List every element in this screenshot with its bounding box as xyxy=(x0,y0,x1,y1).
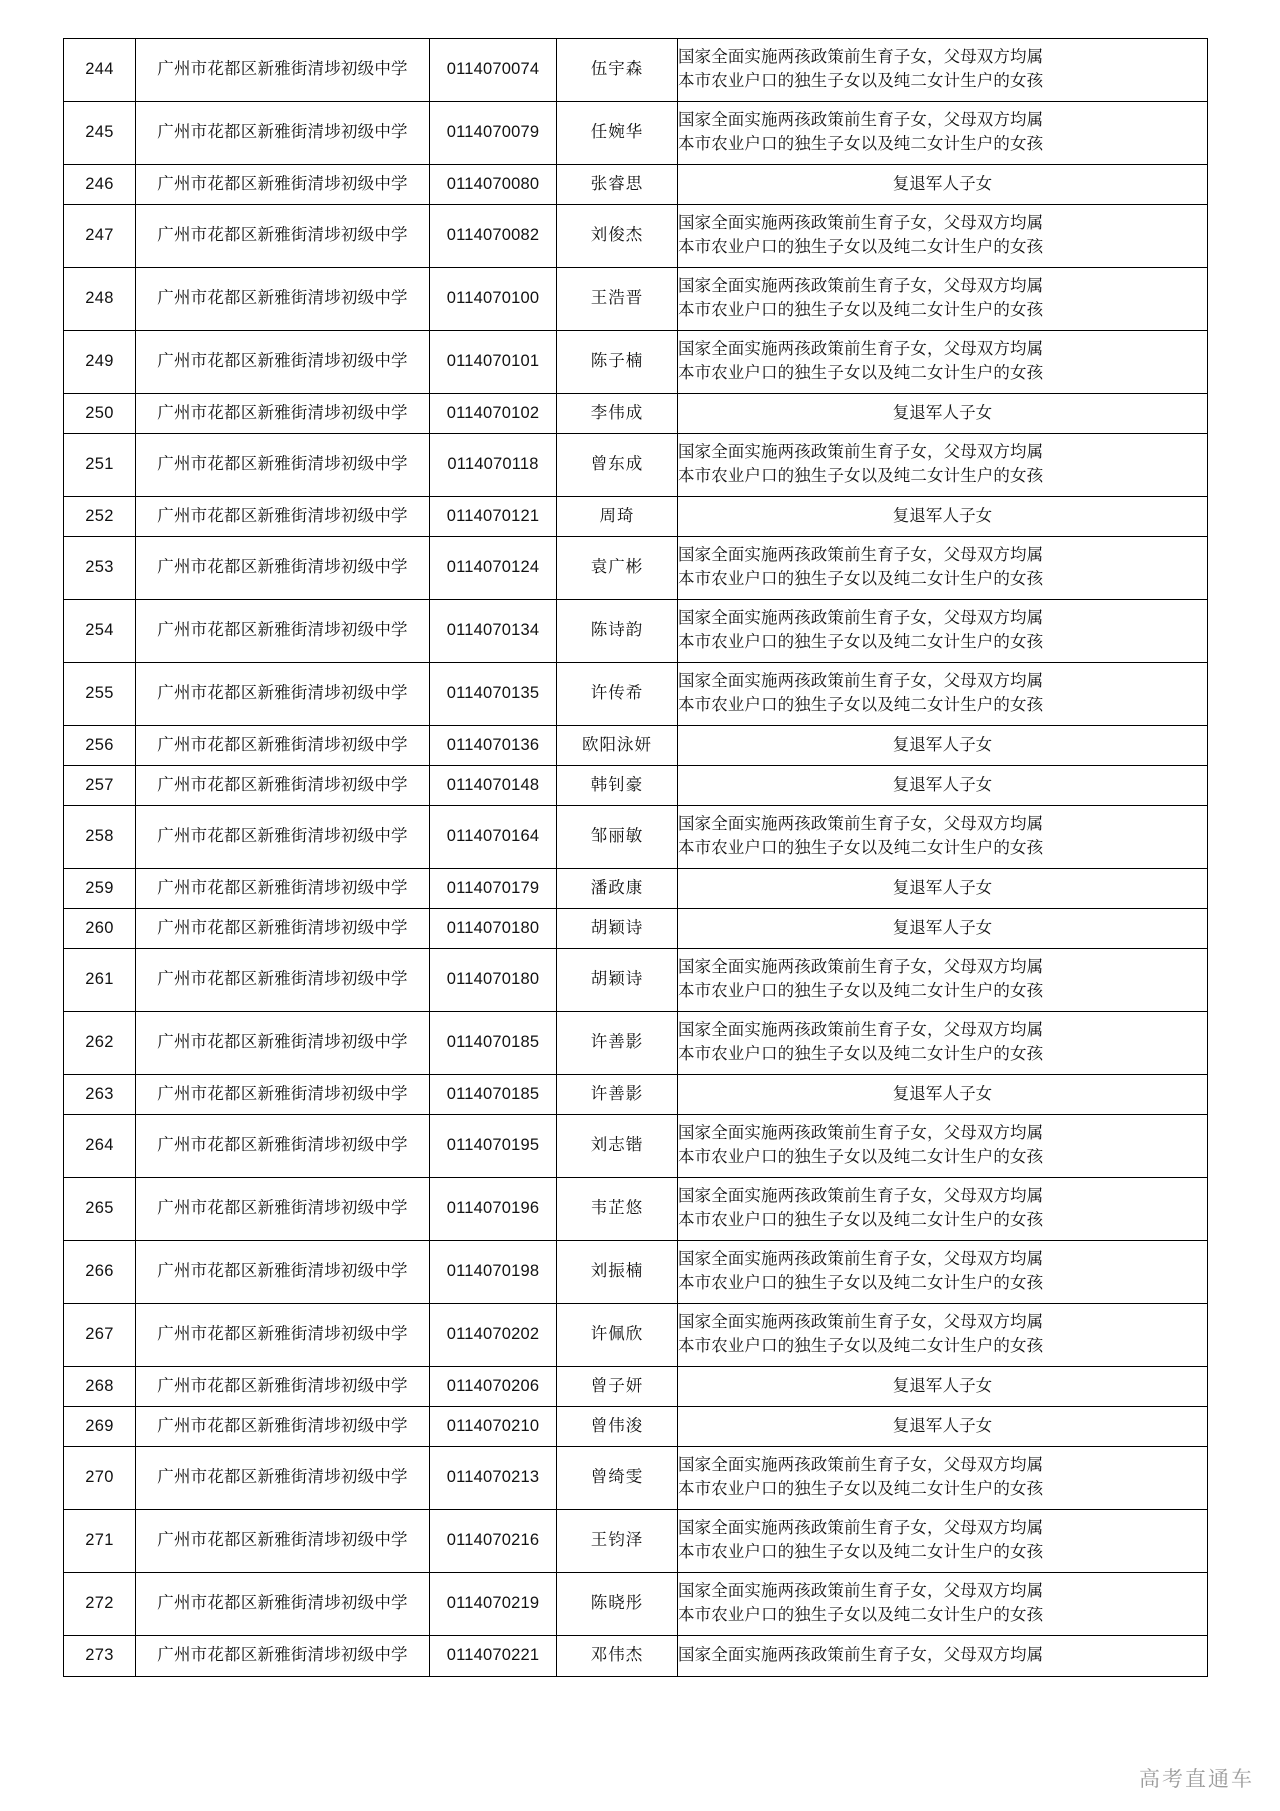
policy-line-2: 本市农业户口的独生子女以及纯二女计生户的女孩 xyxy=(678,301,1044,319)
row-index-cell: 261 xyxy=(64,949,136,1012)
policy-reason-cell xyxy=(678,1447,1208,1510)
row-index-cell: 259 xyxy=(64,869,136,909)
student-code-cell: 0114070185 xyxy=(430,1075,557,1115)
table-row xyxy=(64,102,1208,165)
school-name-cell: 广州市花都区新雅街清埗初级中学 xyxy=(136,268,430,331)
policy-line-2: 本市农业户口的独生子女以及纯二女计生户的女孩 xyxy=(678,1274,1044,1292)
policy-line-1: 国家全面实施两孩政策前生育子女，父母双方均属 xyxy=(678,1187,1044,1206)
student-code-cell: 0114070221 xyxy=(430,1636,557,1677)
row-index-cell: 256 xyxy=(64,726,136,766)
policy-reason-cell xyxy=(678,497,1208,537)
school-name-cell: 广州市花都区新雅街清埗初级中学 xyxy=(136,600,430,663)
school-name-cell: 广州市花都区新雅街清埗初级中学 xyxy=(136,766,430,806)
student-code-cell: 0114070118 xyxy=(430,434,557,497)
policy-reason-cell xyxy=(678,1304,1208,1367)
school-name-cell: 广州市花都区新雅街清埗初级中学 xyxy=(136,909,430,949)
student-name-cell: 欧阳泳妍 xyxy=(557,726,678,766)
school-name-cell: 广州市花都区新雅街清埗初级中学 xyxy=(136,434,430,497)
table-row xyxy=(64,869,1208,909)
school-name-cell: 广州市花都区新雅街清埗初级中学 xyxy=(136,497,430,537)
policy-line-2: 本市农业户口的独生子女以及纯二女计生户的女孩 xyxy=(678,135,1044,153)
policy-line-2: 本市农业户口的独生子女以及纯二女计生户的女孩 xyxy=(678,1337,1044,1355)
student-code-cell: 0114070179 xyxy=(430,869,557,909)
policy-reason-cell xyxy=(678,1636,1208,1677)
student-name-cell: 曾东成 xyxy=(557,434,678,497)
policy-reason-cell xyxy=(678,1115,1208,1178)
table-row xyxy=(64,1115,1208,1178)
policy-line-1: 国家全面实施两孩政策前生育子女，父母双方均属 xyxy=(678,958,1044,977)
school-name-cell: 广州市花都区新雅街清埗初级中学 xyxy=(136,1407,430,1447)
school-name-cell: 广州市花都区新雅街清埗初级中学 xyxy=(136,1304,430,1367)
policy-reason-cell xyxy=(678,1012,1208,1075)
policy-line-1: 国家全面实施两孩政策前生育子女，父母双方均属 xyxy=(678,1124,1044,1143)
table-row xyxy=(64,268,1208,331)
policy-reason-cell xyxy=(678,1367,1208,1407)
policy-veteran-text: 复退军人子女 xyxy=(892,1084,993,1103)
policy-reason-cell xyxy=(678,394,1208,434)
student-name-cell: 李伟成 xyxy=(557,394,678,434)
school-name-cell: 广州市花都区新雅街清埗初级中学 xyxy=(136,1241,430,1304)
row-index-cell: 251 xyxy=(64,434,136,497)
student-name-cell: 胡颖诗 xyxy=(557,949,678,1012)
school-name-cell: 广州市花都区新雅街清埗初级中学 xyxy=(136,1075,430,1115)
school-name-cell: 广州市花都区新雅街清埗初级中学 xyxy=(136,1447,430,1510)
row-index-cell: 249 xyxy=(64,331,136,394)
table-row xyxy=(64,1178,1208,1241)
row-index-cell: 265 xyxy=(64,1178,136,1241)
watermark: 高考直通车 xyxy=(1139,1768,1254,1791)
policy-veteran-text: 复退军人子女 xyxy=(892,735,993,754)
student-code-cell: 0114070180 xyxy=(430,909,557,949)
row-index-cell: 266 xyxy=(64,1241,136,1304)
school-name-cell: 广州市花都区新雅街清埗初级中学 xyxy=(136,39,430,102)
row-index-cell: 247 xyxy=(64,205,136,268)
policy-line-2: 本市农业户口的独生子女以及纯二女计生户的女孩 xyxy=(678,364,1044,382)
school-name-cell: 广州市花都区新雅街清埗初级中学 xyxy=(136,1510,430,1573)
table-row xyxy=(64,1075,1208,1115)
student-name-cell: 陈子楠 xyxy=(557,331,678,394)
row-index-cell: 257 xyxy=(64,766,136,806)
student-name-cell: 陈晓彤 xyxy=(557,1573,678,1636)
policy-reason-cell xyxy=(678,600,1208,663)
policy-line-1: 国家全面实施两孩政策前生育子女，父母双方均属 xyxy=(678,1021,1044,1040)
policy-line-1: 国家全面实施两孩政策前生育子女，父母双方均属 xyxy=(678,1250,1044,1269)
student-name-cell: 许善影 xyxy=(557,1075,678,1115)
policy-reason-cell xyxy=(678,1241,1208,1304)
student-code-cell: 0114070102 xyxy=(430,394,557,434)
policy-reason-cell xyxy=(678,434,1208,497)
table-row xyxy=(64,909,1208,949)
student-code-cell: 0114070148 xyxy=(430,766,557,806)
policy-reason-cell xyxy=(678,1178,1208,1241)
policy-line-2: 本市农业户口的独生子女以及纯二女计生户的女孩 xyxy=(678,1480,1044,1498)
school-name-cell: 广州市花都区新雅街清埗初级中学 xyxy=(136,165,430,205)
policy-line-1: 国家全面实施两孩政策前生育子女，父母双方均属 xyxy=(678,1646,1044,1665)
student-code-cell: 0114070082 xyxy=(430,205,557,268)
policy-reason-cell xyxy=(678,331,1208,394)
policy-line-1: 国家全面实施两孩政策前生育子女，父母双方均属 xyxy=(678,111,1044,130)
policy-line-1: 国家全面实施两孩政策前生育子女，父母双方均属 xyxy=(678,1456,1044,1475)
table-row xyxy=(64,600,1208,663)
policy-veteran-text: 复退军人子女 xyxy=(892,918,993,937)
student-code-cell: 0114070185 xyxy=(430,1012,557,1075)
policy-reason-cell xyxy=(678,205,1208,268)
school-name-cell: 广州市花都区新雅街清埗初级中学 xyxy=(136,949,430,1012)
student-code-cell: 0114070219 xyxy=(430,1573,557,1636)
school-name-cell: 广州市花都区新雅街清埗初级中学 xyxy=(136,205,430,268)
row-index-cell: 262 xyxy=(64,1012,136,1075)
school-name-cell: 广州市花都区新雅街清埗初级中学 xyxy=(136,1367,430,1407)
school-name-cell: 广州市花都区新雅街清埗初级中学 xyxy=(136,1012,430,1075)
policy-line-2: 本市农业户口的独生子女以及纯二女计生户的女孩 xyxy=(678,1045,1044,1063)
school-name-cell: 广州市花都区新雅街清埗初级中学 xyxy=(136,1573,430,1636)
policy-reason-cell xyxy=(678,766,1208,806)
school-name-cell: 广州市花都区新雅街清埗初级中学 xyxy=(136,102,430,165)
school-name-cell: 广州市花都区新雅街清埗初级中学 xyxy=(136,1636,430,1677)
table-row xyxy=(64,331,1208,394)
student-name-cell: 刘志锴 xyxy=(557,1115,678,1178)
policy-reason-cell xyxy=(678,1510,1208,1573)
student-name-cell: 张睿思 xyxy=(557,165,678,205)
policy-line-2: 本市农业户口的独生子女以及纯二女计生户的女孩 xyxy=(678,238,1044,256)
student-code-cell: 0114070080 xyxy=(430,165,557,205)
policy-line-1: 国家全面实施两孩政策前生育子女，父母双方均属 xyxy=(678,672,1044,691)
student-code-cell: 0114070213 xyxy=(430,1447,557,1510)
student-name-cell: 曾子妍 xyxy=(557,1367,678,1407)
student-code-cell: 0114070216 xyxy=(430,1510,557,1573)
student-name-cell: 曾绮雯 xyxy=(557,1447,678,1510)
student-name-cell: 陈诗韵 xyxy=(557,600,678,663)
student-name-cell: 胡颖诗 xyxy=(557,909,678,949)
policy-veteran-text: 复退军人子女 xyxy=(892,775,993,794)
student-code-cell: 0114070074 xyxy=(430,39,557,102)
policy-line-2: 本市农业户口的独生子女以及纯二女计生户的女孩 xyxy=(678,72,1044,90)
policy-line-2: 本市农业户口的独生子女以及纯二女计生户的女孩 xyxy=(678,633,1044,651)
policy-reason-cell xyxy=(678,909,1208,949)
policy-line-1: 国家全面实施两孩政策前生育子女，父母双方均属 xyxy=(678,48,1044,67)
student-code-cell: 0114070164 xyxy=(430,806,557,869)
school-name-cell: 广州市花都区新雅街清埗初级中学 xyxy=(136,1115,430,1178)
table-row xyxy=(64,497,1208,537)
policy-reason-cell xyxy=(678,537,1208,600)
table-row xyxy=(64,1012,1208,1075)
student-name-cell: 王钧泽 xyxy=(557,1510,678,1573)
policy-line-1: 国家全面实施两孩政策前生育子女，父母双方均属 xyxy=(678,214,1044,233)
table-row xyxy=(64,1447,1208,1510)
row-index-cell: 250 xyxy=(64,394,136,434)
policy-line-1: 国家全面实施两孩政策前生育子女，父母双方均属 xyxy=(678,1313,1044,1332)
student-roster-table xyxy=(63,38,1208,1677)
table-row xyxy=(64,806,1208,869)
table-row xyxy=(64,766,1208,806)
school-name-cell: 广州市花都区新雅街清埗初级中学 xyxy=(136,394,430,434)
table-row xyxy=(64,394,1208,434)
policy-line-2: 本市农业户口的独生子女以及纯二女计生户的女孩 xyxy=(678,467,1044,485)
policy-reason-cell xyxy=(678,949,1208,1012)
policy-reason-cell xyxy=(678,1573,1208,1636)
student-name-cell: 邹丽敏 xyxy=(557,806,678,869)
table-row xyxy=(64,726,1208,766)
policy-reason-cell xyxy=(678,869,1208,909)
row-index-cell: 272 xyxy=(64,1573,136,1636)
row-index-cell: 254 xyxy=(64,600,136,663)
student-name-cell: 任婉华 xyxy=(557,102,678,165)
school-name-cell: 广州市花都区新雅街清埗初级中学 xyxy=(136,806,430,869)
row-index-cell: 245 xyxy=(64,102,136,165)
student-name-cell: 伍宇森 xyxy=(557,39,678,102)
policy-line-2: 本市农业户口的独生子女以及纯二女计生户的女孩 xyxy=(678,570,1044,588)
table-row xyxy=(64,39,1208,102)
policy-veteran-text: 复退军人子女 xyxy=(892,878,993,897)
policy-veteran-text: 复退军人子女 xyxy=(892,1416,993,1435)
student-name-cell: 周琦 xyxy=(557,497,678,537)
student-code-cell: 0114070101 xyxy=(430,331,557,394)
row-index-cell: 267 xyxy=(64,1304,136,1367)
student-name-cell: 许佩欣 xyxy=(557,1304,678,1367)
student-name-cell: 许善影 xyxy=(557,1012,678,1075)
student-name-cell: 韦芷悠 xyxy=(557,1178,678,1241)
school-name-cell: 广州市花都区新雅街清埗初级中学 xyxy=(136,331,430,394)
student-code-cell: 0114070195 xyxy=(430,1115,557,1178)
student-name-cell: 刘振楠 xyxy=(557,1241,678,1304)
student-code-cell: 0114070121 xyxy=(430,497,557,537)
row-index-cell: 268 xyxy=(64,1367,136,1407)
policy-line-1: 国家全面实施两孩政策前生育子女，父母双方均属 xyxy=(678,546,1044,565)
student-name-cell: 潘政康 xyxy=(557,869,678,909)
student-code-cell: 0114070196 xyxy=(430,1178,557,1241)
policy-reason-cell xyxy=(678,1407,1208,1447)
row-index-cell: 263 xyxy=(64,1075,136,1115)
student-code-cell: 0114070100 xyxy=(430,268,557,331)
row-index-cell: 260 xyxy=(64,909,136,949)
student-code-cell: 0114070206 xyxy=(430,1367,557,1407)
policy-reason-cell xyxy=(678,726,1208,766)
policy-reason-cell xyxy=(678,102,1208,165)
roster-table-body xyxy=(64,39,1208,1677)
student-code-cell: 0114070180 xyxy=(430,949,557,1012)
policy-reason-cell xyxy=(678,806,1208,869)
table-row xyxy=(64,663,1208,726)
table-row xyxy=(64,205,1208,268)
policy-veteran-text: 复退军人子女 xyxy=(892,506,993,525)
student-name-cell: 曾伟浚 xyxy=(557,1407,678,1447)
policy-line-2: 本市农业户口的独生子女以及纯二女计生户的女孩 xyxy=(678,696,1044,714)
student-code-cell: 0114070135 xyxy=(430,663,557,726)
student-name-cell: 王浩晋 xyxy=(557,268,678,331)
policy-line-2: 本市农业户口的独生子女以及纯二女计生户的女孩 xyxy=(678,982,1044,1000)
school-name-cell: 广州市花都区新雅街清埗初级中学 xyxy=(136,537,430,600)
row-index-cell: 255 xyxy=(64,663,136,726)
policy-line-2: 本市农业户口的独生子女以及纯二女计生户的女孩 xyxy=(678,1543,1044,1561)
student-name-cell: 许传希 xyxy=(557,663,678,726)
table-row xyxy=(64,165,1208,205)
school-name-cell: 广州市花都区新雅街清埗初级中学 xyxy=(136,663,430,726)
policy-line-2: 本市农业户口的独生子女以及纯二女计生户的女孩 xyxy=(678,1211,1044,1229)
policy-line-2: 本市农业户口的独生子女以及纯二女计生户的女孩 xyxy=(678,839,1044,857)
policy-line-1: 国家全面实施两孩政策前生育子女，父母双方均属 xyxy=(678,1519,1044,1538)
row-index-cell: 244 xyxy=(64,39,136,102)
student-name-cell: 袁广彬 xyxy=(557,537,678,600)
policy-veteran-text: 复退军人子女 xyxy=(892,1376,993,1395)
row-index-cell: 252 xyxy=(64,497,136,537)
policy-line-1: 国家全面实施两孩政策前生育子女，父母双方均属 xyxy=(678,340,1044,359)
student-code-cell: 0114070079 xyxy=(430,102,557,165)
roster-table-container xyxy=(63,38,1207,1677)
student-code-cell: 0114070134 xyxy=(430,600,557,663)
table-row xyxy=(64,1304,1208,1367)
row-index-cell: 273 xyxy=(64,1636,136,1677)
student-code-cell: 0114070202 xyxy=(430,1304,557,1367)
row-index-cell: 264 xyxy=(64,1115,136,1178)
row-index-cell: 258 xyxy=(64,806,136,869)
row-index-cell: 246 xyxy=(64,165,136,205)
policy-reason-cell xyxy=(678,1075,1208,1115)
policy-line-1: 国家全面实施两孩政策前生育子女，父母双方均属 xyxy=(678,815,1044,834)
student-name-cell: 刘俊杰 xyxy=(557,205,678,268)
row-index-cell: 248 xyxy=(64,268,136,331)
student-code-cell: 0114070210 xyxy=(430,1407,557,1447)
table-row xyxy=(64,537,1208,600)
table-row xyxy=(64,1367,1208,1407)
table-row xyxy=(64,1573,1208,1636)
row-index-cell: 253 xyxy=(64,537,136,600)
table-row xyxy=(64,434,1208,497)
policy-veteran-text: 复退军人子女 xyxy=(892,174,993,193)
policy-line-1: 国家全面实施两孩政策前生育子女，父母双方均属 xyxy=(678,277,1044,296)
student-code-cell: 0114070124 xyxy=(430,537,557,600)
policy-line-1: 国家全面实施两孩政策前生育子女，父母双方均属 xyxy=(678,609,1044,628)
student-code-cell: 0114070136 xyxy=(430,726,557,766)
policy-line-1: 国家全面实施两孩政策前生育子女，父母双方均属 xyxy=(678,443,1044,462)
table-row xyxy=(64,1636,1208,1677)
row-index-cell: 270 xyxy=(64,1447,136,1510)
table-row xyxy=(64,1510,1208,1573)
policy-reason-cell xyxy=(678,39,1208,102)
row-index-cell: 269 xyxy=(64,1407,136,1447)
student-name-cell: 韩钊豪 xyxy=(557,766,678,806)
policy-line-2: 本市农业户口的独生子女以及纯二女计生户的女孩 xyxy=(678,1606,1044,1624)
policy-line-2: 本市农业户口的独生子女以及纯二女计生户的女孩 xyxy=(678,1148,1044,1166)
student-code-cell: 0114070198 xyxy=(430,1241,557,1304)
table-row xyxy=(64,1241,1208,1304)
table-row xyxy=(64,949,1208,1012)
policy-veteran-text: 复退军人子女 xyxy=(892,403,993,422)
school-name-cell: 广州市花都区新雅街清埗初级中学 xyxy=(136,726,430,766)
policy-line-1: 国家全面实施两孩政策前生育子女，父母双方均属 xyxy=(678,1582,1044,1601)
policy-reason-cell xyxy=(678,165,1208,205)
student-name-cell: 邓伟杰 xyxy=(557,1636,678,1677)
policy-reason-cell xyxy=(678,663,1208,726)
row-index-cell: 271 xyxy=(64,1510,136,1573)
school-name-cell: 广州市花都区新雅街清埗初级中学 xyxy=(136,869,430,909)
policy-reason-cell xyxy=(678,268,1208,331)
school-name-cell: 广州市花都区新雅街清埗初级中学 xyxy=(136,1178,430,1241)
table-row xyxy=(64,1407,1208,1447)
